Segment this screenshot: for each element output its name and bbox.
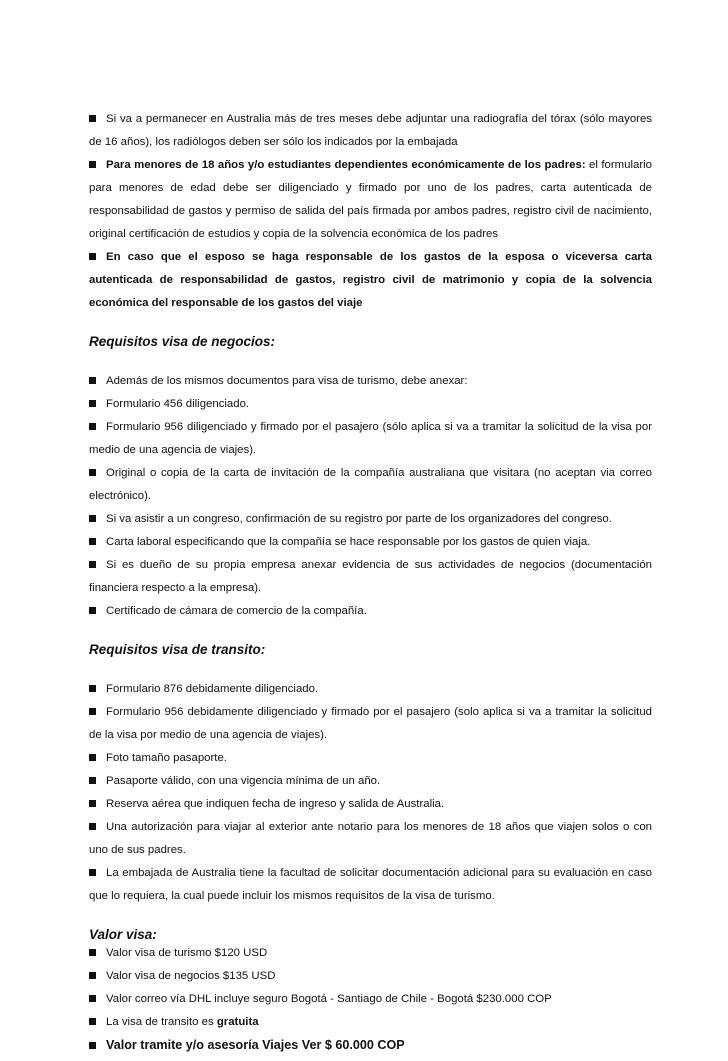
bullet-icon: [89, 377, 96, 384]
bullet-icon: [89, 115, 96, 122]
bullet-icon: [89, 607, 96, 614]
bullet-icon: [89, 515, 96, 522]
list-item: Valor correo vía DHL incluye seguro Bogotá - Santiago de Chile - Bogotá $230.000 COP: [89, 988, 652, 1011]
list-item: Formulario 456 diligenciado.: [89, 393, 652, 416]
list-negocios: [89, 370, 652, 623]
bullet-icon: [89, 800, 96, 807]
bullet-icon: [89, 1042, 96, 1049]
list-item: Si va asistir a un congreso, confirmación de su registro por parte de los organizadores del congreso.: [89, 508, 652, 531]
bullet-icon: [89, 469, 96, 476]
list-item: Formulario 956 diligenciado y firmado por el pasajero (sólo aplica si va a tramitar la solicitud de la visa por medio de una agencia de viajes).: [89, 421, 652, 456]
list-item: Pasaporte válido, con una vigencia mínima de un año.: [89, 770, 652, 793]
bullet-icon: [89, 869, 96, 876]
list-item: Además de los mismos documentos para visa de turismo, debe anexar:: [89, 370, 652, 393]
list-item: Reserva aérea que indiquen fecha de ingreso y salida de Australia.: [89, 793, 652, 816]
list-item: La embajada de Australia tiene la facultad de solicitar documentación adicional para su evaluación en caso que lo requiera, la cual puede incluir los mismos requisitos de la visa de turismo.: [89, 867, 652, 902]
list-item: La visa de transito es gratuita: [89, 1011, 652, 1034]
bullet-icon: [89, 161, 96, 168]
document-page: [89, 108, 652, 1058]
bullet-icon: [89, 949, 96, 956]
bullet-icon: [89, 972, 96, 979]
bullet-icon: [89, 538, 96, 545]
list-item: Una autorización para viajar al exterior ante notario para los menores de 18 años que viajen solos o con uno de sus padres.: [89, 821, 652, 856]
bullet-icon: [89, 777, 96, 784]
list-item: Formulario 876 debidamente diligenciado.: [89, 678, 652, 701]
bullet-icon: [89, 561, 96, 568]
heading-valor: Valor visa:: [89, 927, 157, 942]
list-item: Formulario 956 debidamente diligenciado y firmado por el pasajero (solo aplica si va a tramitar la solicitud de la visa por medio de una agencia de viajes).: [89, 706, 652, 741]
bullet-icon: [89, 400, 96, 407]
bullet-icon: [89, 253, 96, 260]
list-item: Si es dueño de su propia empresa anexar evidencia de sus actividades de negocios (documentación financiera respecto a la empresa).: [89, 559, 652, 594]
bullet-icon: [89, 823, 96, 830]
list-valor: [89, 942, 652, 1058]
bullet-icon: [89, 685, 96, 692]
list-item: Foto tamaño pasaporte.: [89, 747, 652, 770]
bullet-icon: [89, 423, 96, 430]
list-item: Valor tramite y/o asesoría Viajes Ver $ 60.000 COP: [89, 1034, 652, 1058]
list-item: Valor visa de negocios $135 USD: [89, 965, 652, 988]
list-item: Valor visa de turismo $120 USD: [89, 942, 652, 965]
heading-negocios: Requisitos visa de negocios:: [89, 334, 276, 349]
bullet-icon: [89, 995, 96, 1002]
bullet-icon: [89, 708, 96, 715]
list-item: Original o copia de la carta de invitación de la compañía australiana que visitara (no aceptan via correo electrónico).: [89, 467, 652, 502]
bullet-icon: [89, 754, 96, 761]
bullet-icon: [89, 1018, 96, 1025]
heading-transito: Requisitos visa de transito:: [89, 642, 266, 657]
intro-item: Para menores de 18 años y/o estudiantes dependientes económicamente de los padres: el formulario para menores de edad debe ser diligenciado y firmado por uno de los padres, carta autenticada de responsabilidad de gastos y permiso de salida del país firmada por ambos padres, registro civil de nacimiento, original certificación de estudios y copia de la solvencia económica de los padres: [89, 159, 652, 240]
list-transito: [89, 678, 652, 908]
list-item: Carta laboral especificando que la compañía se hace responsable por los gastos de quien viaja.: [89, 531, 652, 554]
list-item: Certificado de cámara de comercio de la compañía.: [89, 600, 652, 623]
intro-item: En caso que el esposo se haga responsable de los gastos de la esposa o viceversa carta autenticada de responsabilidad de gastos, registro civil de matrimonio y copia de la solvencia económica del responsable de los gastos del viaje: [89, 251, 652, 309]
intro-item: Si va a permanecer en Australia más de tres meses debe adjuntar una radiografía del tórax (sólo mayores de 16 años), los radiólogos deben ser sólo los indicados por la embajada: [89, 113, 652, 148]
